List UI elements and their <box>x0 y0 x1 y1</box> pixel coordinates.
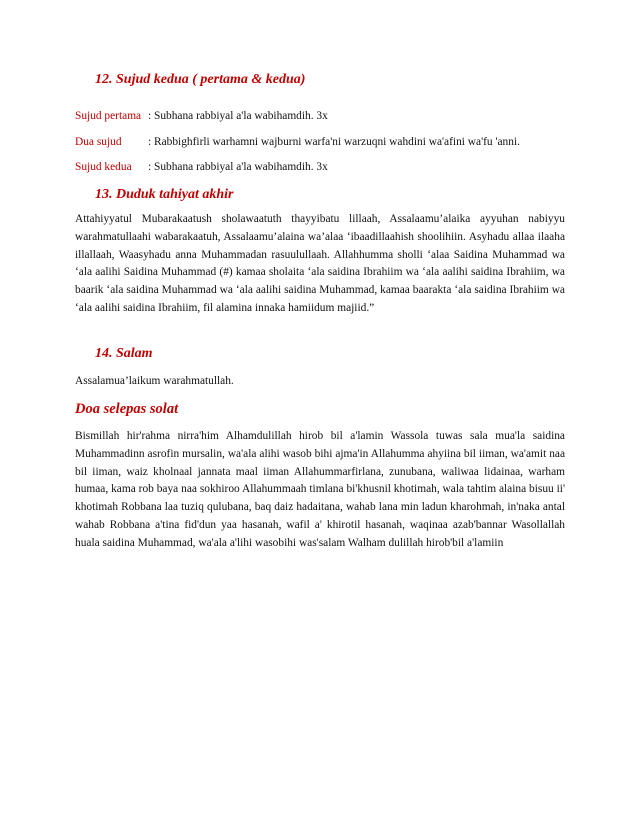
label-dua-sujud: Dua sujud <box>75 136 122 148</box>
row-sujud-pertama <box>75 110 328 122</box>
row-dua-sujud <box>75 136 520 148</box>
text-sujud-kedua: : Subhana rabbiyal a'la wabihamdih. 3x <box>148 161 328 173</box>
heading-salam: 14. Salam <box>95 346 153 361</box>
heading-sujud-kedua: 12. Sujud kedua ( pertama & kedua) <box>95 72 306 87</box>
label-sujud-pertama: Sujud pertama <box>75 110 142 122</box>
label-sujud-kedua: Sujud kedua <box>75 161 132 173</box>
paragraph-doa-selepas-solat: Bismillah hir'rahma nirra'him Alhamdulillah hirob bil a'lamin Wassola tuwas sala mua'la saidina Muhammadinn asrofin mursalin, wa'ala alihi wasob bihi ajma'in Allahumma ahyiina bil iiman, wa'amit naa bil iiman, waiz kholnaal jannata maal iiman Allahummarfirlana, zunubana, waliwaa lidainaa, warham humaa, kama rob baya naa sokhiroo Allahummaah timlana bi'khusnil khotimah, wala tahtim alaina bisuu ii' khotimah Robbana laa tuziq qulubana, baq daiz hadaitana, wahab lana min ladun kharohmah, in'naka antal wahab Robbana a'tina fid'dun yaa hasanah, wafil a' khirotil hasanah, waqinaa azab'bannar Wasollallah huala saidina Muhammad, wa'ala a'lihi wasobihi was'salam Walham dulillah hirob'bil a'lamiin <box>75 430 565 549</box>
paragraph-salam: Assalamua’laikum warahmatullah. <box>75 375 234 387</box>
heading-duduk-tahiyat-akhir: 13. Duduk tahiyat akhir <box>95 187 234 202</box>
paragraph-tahiyat-akhir: Attahiyyatul Mubarakaatush sholawaatuth thayyibatu lillaah, Assalaamu’alaika ayyuhan nabiyyu warahmatullaahi wabarakaatuh, Assalaamu’alaina wa’alaa ‘ibaadillaahish shoolihiin. Asyhadu allaa ilaaha illallaah, Waasyhadu anna Muhammadan rasuulullaah. Allahhumma sholli ‘alaa Saidina Muhammad wa ‘ala aalihi Saidina Muhammad (#) kamaa sholaita ‘ala saidina Ibrahiim wa ‘ala aalihi saidina Ibrahiim, wa baarik ‘ala saidina Muhammad wa ‘ala aalihi saidina Muhammad, kamaa baarakta ‘ala saidina Ibrahiim wa ‘ala aalihi saidina Ibrahiim, fil alamina innaka hamiidum majiid.” <box>75 213 565 314</box>
row-sujud-kedua <box>75 161 328 173</box>
text-dua-sujud: : Rabbighfirli warhamni wajburni warfa'ni warzuqni wahdini wa'afini wa'fu 'anni. <box>148 136 520 148</box>
text-sujud-pertama: : Subhana rabbiyal a'la wabihamdih. 3x <box>148 110 328 122</box>
heading-doa-selepas-solat: Doa selepas solat <box>75 401 179 417</box>
